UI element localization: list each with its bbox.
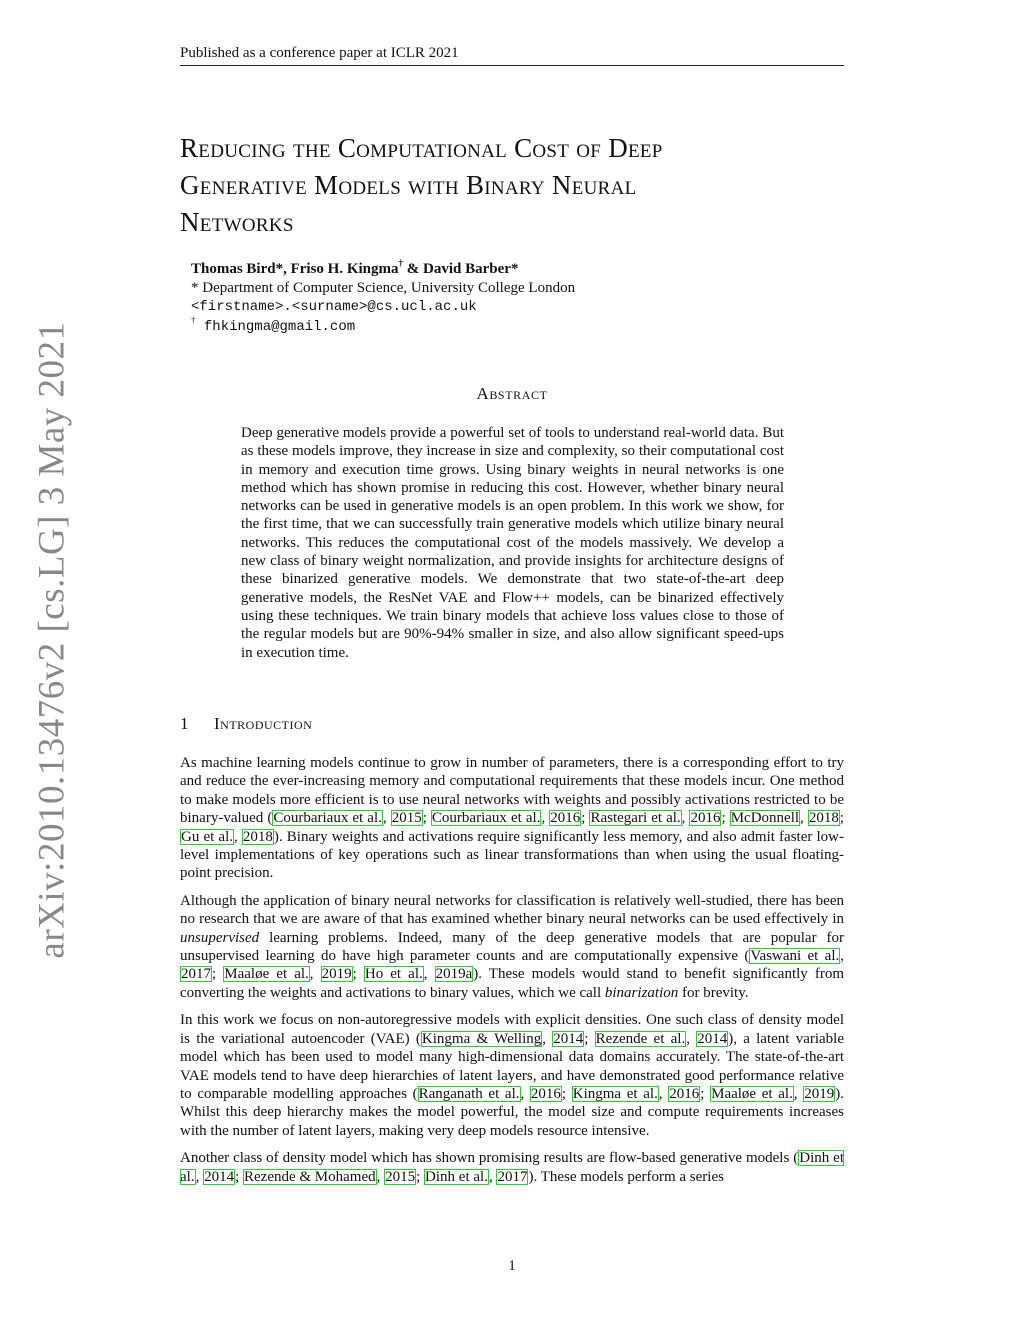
author-names [191, 260, 811, 279]
intro-paragraph-4: Another class of density model which has shown promising results are flow-based generative models (Dinh et al., 2014; Rezende & Mohamed, 2015; Dinh et al., 2017). These models perform a series [180, 1150, 844, 1185]
intro-paragraph-2: Although the application of binary neural networks for classification is relatively well-studied, there has been no research that we are aware of that has examined whether binary neural networks can be used effectively in unsupervised learning problems. Indeed, many of the deep generative models that are popular for unsupervised learning do have high parameter counts and are computationally expensive (Vaswani et al., 2017; Maaløe et al., 2019; Ho et al., 2019a). These models would stand to benefit significantly from converting the weights and activations to binary values, which we call binarization for brevity. [180, 892, 845, 1001]
citation-year-link[interactable]: 2018 [242, 828, 273, 845]
text-run: Another class of density model which has shown promising results are flow-based generative models ( [180, 1150, 799, 1167]
citation-link[interactable]: Dinh et al. [425, 1168, 488, 1185]
text-run: learning problems. Indeed, many of the deep generative models that are popular for unsupervised learning do have high parameter counts and are computationally expensive ( [180, 929, 844, 965]
text-run: ), a latent variable model which has been used to model many high-dimensional data domains accurately. The state-of-the-art VAE models tend to have deep hierarchies of latent layers, and have demonstrated good performance relative to comparable modelling approaches ( [180, 1030, 844, 1102]
citation-link[interactable]: Courbariaux et al. [273, 810, 382, 827]
separator: ; [561, 1085, 572, 1102]
intro-paragraph-3: In this work we focus on non-autoregressive models with explicit densities. One such class of density model is the variational autoencoder (VAE) (Kingma & Welling, 2014; Rezende et al., 2014), a latent variable model which has been used to model many high-dimensional data domains accurately. The state-of-the-art VAE models tend to have deep hierarchies of latent layers, and have demonstrated good performance relative to comparable modelling approaches (Ranganath et al., 2016; Kingma et al., 2016; Maaløe et al., 2019). Whilst this deep hierarchy makes the model powerful, the model size and compute requirements increases with the number of latent layers, making very deep models resource intensive. [180, 1012, 845, 1139]
dagger-mark: † [398, 258, 404, 268]
text-run: for brevity. [678, 984, 749, 1001]
text-run: ). Whilst this deep hierarchy makes the model powerful, the model size and compute requirements increases with the number of latent layers, making very deep models resource intensive. [180, 1085, 845, 1139]
author-affiliation: * Department of Computer Science, University College London [191, 280, 576, 296]
title-line-3: Networks [180, 207, 294, 237]
section-number: 1 [180, 714, 189, 733]
citation-year-link[interactable]: 2016 [530, 1085, 561, 1102]
citation-link[interactable]: Gu et al. [181, 828, 233, 845]
citation-link[interactable]: Dinh et al. [180, 1150, 844, 1185]
section-heading [180, 714, 844, 734]
title-line-2: Generative Models with Binary Neural [180, 170, 637, 200]
citation-year-link[interactable]: 2016 [550, 810, 581, 827]
separator: ; [721, 810, 730, 827]
citation-link[interactable]: Vaswani et al. [750, 948, 840, 965]
author-email-1: <firstname>.<surname>@cs.ucl.ac.uk [191, 299, 477, 315]
email-dagger-mark: † [191, 315, 196, 325]
paper-title [180, 130, 844, 241]
separator: ; [584, 1030, 595, 1047]
separator: ; [839, 810, 845, 827]
text-run: ). Binary weights and activations require significantly less memory, and also admit faster low-level implementations of key operations such as linear transformations than when using the usual floating-point precision. [180, 828, 844, 882]
citation-link[interactable]: Rastegari et al. [590, 810, 681, 827]
citation-link[interactable]: Rezende & Mohamed [244, 1168, 376, 1185]
citation-year-link[interactable]: 2016 [690, 810, 721, 827]
separator: ; [212, 966, 224, 983]
citation-year-link[interactable]: 2019a [435, 966, 473, 983]
citation-link[interactable]: Kingma et al. [572, 1085, 658, 1102]
citation-year-link[interactable]: 2015 [385, 1168, 416, 1185]
citation-year-link[interactable]: 2017 [181, 966, 211, 983]
citation-link[interactable]: Maaløe et al. [224, 966, 309, 983]
introduction-body [180, 754, 844, 1195]
title-line-1: Reducing the Computational Cost of Deep [180, 133, 663, 163]
author-names-part2: & David Barber* [403, 261, 519, 277]
citation-year-link[interactable]: 2019 [804, 1085, 835, 1102]
citation-link[interactable]: Kingma & Welling [421, 1030, 542, 1047]
running-header: Published as a conference paper at ICLR 2021 [180, 45, 459, 61]
citation-link[interactable]: Ranganath et al. [418, 1085, 520, 1102]
citation-link[interactable]: Rezende et al. [595, 1030, 686, 1047]
citation-link[interactable]: Ho et al. [364, 966, 423, 983]
citation-year-link[interactable]: 2018 [808, 810, 839, 827]
separator: ; [700, 1085, 711, 1102]
text-run: ). These models would stand to benefit significantly from converting the weights and activations to binary values, which we call [180, 966, 845, 1001]
text-run: ). These models perform a series [528, 1168, 724, 1185]
header-rule [180, 65, 844, 66]
emphasis: binarization [604, 984, 679, 1001]
abstract-body: Deep generative models provide a powerful set of tools to understand real-world data. But as these models improve, they increase in size and complexity, so their computational cost in memory and execution time grows. Using binary weights in neural networks is one method which has shown promise in reducing this cost. However, whether binary neural networks can be used in generative models is an open problem. In this work we show, for the first time, that we can successfully train generative models which utilize binary neural networks. This reduces the computational cost of the models massively. We develop a new class of binary weight normalization, and provide insights for architecture designs of these binarized generative models. We demonstrate that two state-of-the-art deep generative models, the ResNet VAE and Flow++ models, can be binarized effectively using these techniques. We train binary models that achieve loss values close to those of the regular models but are 90%-94% smaller in size, and also allow significant speed-ups in execution time. [241, 425, 784, 661]
text-run: Although the application of binary neural networks for classification is relatively well-studied, there has been no research that we are aware of that has examined whether binary neural networks can be used effectively in [180, 892, 844, 928]
separator: ; [416, 1168, 425, 1185]
abstract-heading: Abstract [476, 384, 548, 403]
citation-link[interactable]: McDonnell [730, 810, 800, 827]
citation-year-link[interactable]: 2015 [391, 810, 422, 827]
separator: ; [352, 966, 364, 983]
text-run: In this work we focus on non-autoregressive models with explicit densities. One such class of density model is the variational autoencoder (VAE) ( [180, 1012, 844, 1047]
citation-year-link[interactable]: 2014 [697, 1030, 728, 1047]
page-number: 1 [508, 1258, 516, 1274]
arxiv-stamp: arXiv:2010.13476v2 [cs.LG] 3 May 2021 [31, 321, 73, 959]
separator: ; [422, 810, 431, 827]
separator: ; [235, 1168, 243, 1185]
emphasis: unsupervised [180, 929, 260, 946]
citation-year-link[interactable]: 2017 [497, 1168, 528, 1185]
separator: ; [581, 810, 590, 827]
citation-link[interactable]: Courbariaux et al. [431, 810, 541, 827]
citation-year-link[interactable]: 2019 [321, 966, 352, 983]
author-block [191, 260, 811, 337]
intro-paragraph-1: As machine learning models continue to grow in number of parameters, there is a corresponding effort to try and reduce the ever-increasing memory and computational requirements that these models incur. One method to make models more efficient is to use neural networks with weights and possibly activations restricted to be binary-valued (Courbariaux et al., 2015; Courbariaux et al., 2016; Rastegari et al., 2016; McDonnell, 2018; Gu et al., 2018). Binary weights and activations require significantly less memory, and also admit faster low-level implementations of key operations such as linear transformations than when using the usual floating-point precision. [180, 755, 845, 882]
text-run: As machine learning models continue to grow in number of parameters, there is a corresponding effort to try and reduce the ever-increasing memory and computational requirements that these models incur. One method to make models more efficient is to use neural networks with weights and possibly activations restricted to be binary-valued ( [180, 755, 844, 827]
author-names-part1: Thomas Bird*, Friso H. Kingma [191, 261, 399, 277]
section-title: Introduction [214, 714, 313, 733]
citation-link[interactable]: Maaløe et al. [711, 1085, 793, 1102]
citation-year-link[interactable]: 2014 [204, 1168, 235, 1185]
author-email-2: fhkingma@gmail.com [195, 319, 356, 335]
citation-year-link[interactable]: 2014 [553, 1030, 584, 1047]
citation-year-link[interactable]: 2016 [669, 1085, 700, 1102]
